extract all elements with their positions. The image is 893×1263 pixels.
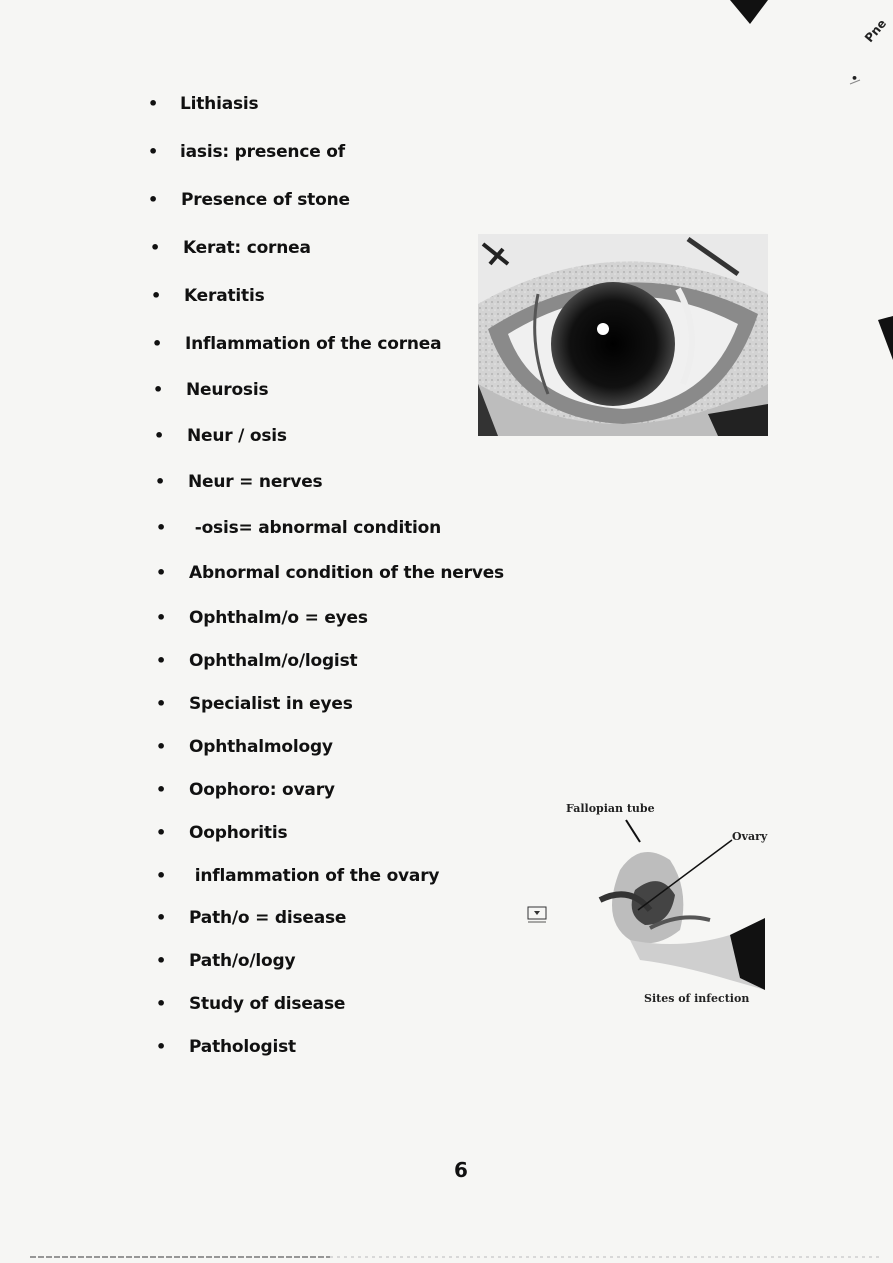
bullet-text: Neur / osis [187,426,287,446]
bullet-dot: • [156,651,167,670]
bullet-text: Ophthalm/o = eyes [189,608,368,628]
bullet-dot: • [156,518,167,537]
bullet-dot: • [154,426,165,445]
bullet-text: Keratitis [184,286,265,306]
bullet-text: Lithiasis [180,94,259,114]
bullet-dot: • [156,866,167,885]
bullet-dot: • [156,951,167,970]
bullet-text: inflammation of the ovary [189,866,440,886]
bullet-dot: • [156,737,167,756]
bullet-dot: • [148,142,159,161]
bullet-dot: • [156,823,167,842]
bullet-text: Ophthalmology [189,737,333,757]
bullet-text: Oophoro: ovary [189,780,335,800]
bullet-dot: • [152,334,163,353]
label-sites-of-infection: Sites of infection [644,992,750,1005]
bullet-dot: • [148,94,159,113]
bullet-dot: • [156,1037,167,1056]
bullet-dot: • [156,994,167,1013]
bullet-text: Path/o = disease [189,908,347,928]
label-ovary: Ovary [732,830,768,843]
bullet-dot: • [156,908,167,927]
page-number: 6 [454,1158,468,1182]
bullet-text: Neur = nerves [188,472,323,492]
bullet-text: Abnormal condition of the nerves [189,563,504,583]
embedded-object-icon [527,906,547,924]
bullet-text: Presence of stone [181,190,350,210]
bullet-dot: • [148,190,159,209]
bullet-text: iasis: presence of [180,142,345,162]
bullet-text: Oophoritis [189,823,288,843]
bullet-text: Path/o/logy [189,951,296,971]
bullet-dot: • [156,694,167,713]
corner-bullet: • [851,72,859,85]
eye-photo [478,234,768,436]
bullet-dot: • [155,472,166,491]
label-fallopian-tube: Fallopian tube [566,802,655,815]
bullet-text: Neurosis [186,380,269,400]
bullet-text: -osis= abnormal condition [189,518,442,538]
bullet-dot: • [156,780,167,799]
bullet-dot: • [150,238,161,257]
bullet-text: Kerat: cornea [183,238,311,258]
bullet-dot: • [156,563,167,582]
bullet-dot: • [153,380,164,399]
bullet-text: Specialist in eyes [189,694,353,714]
ovary-diagram [560,800,790,1010]
bullet-dot: • [156,608,167,627]
scan-edge-line [0,1254,893,1260]
bullet-text: Ophthalm/o/logist [189,651,358,671]
bullet-text: Pathologist [189,1037,296,1057]
bullet-text: Study of disease [189,994,346,1014]
bullet-text: Inflammation of the cornea [185,334,442,354]
corner-text: Pne [862,16,890,45]
bullet-dot: • [151,286,162,305]
